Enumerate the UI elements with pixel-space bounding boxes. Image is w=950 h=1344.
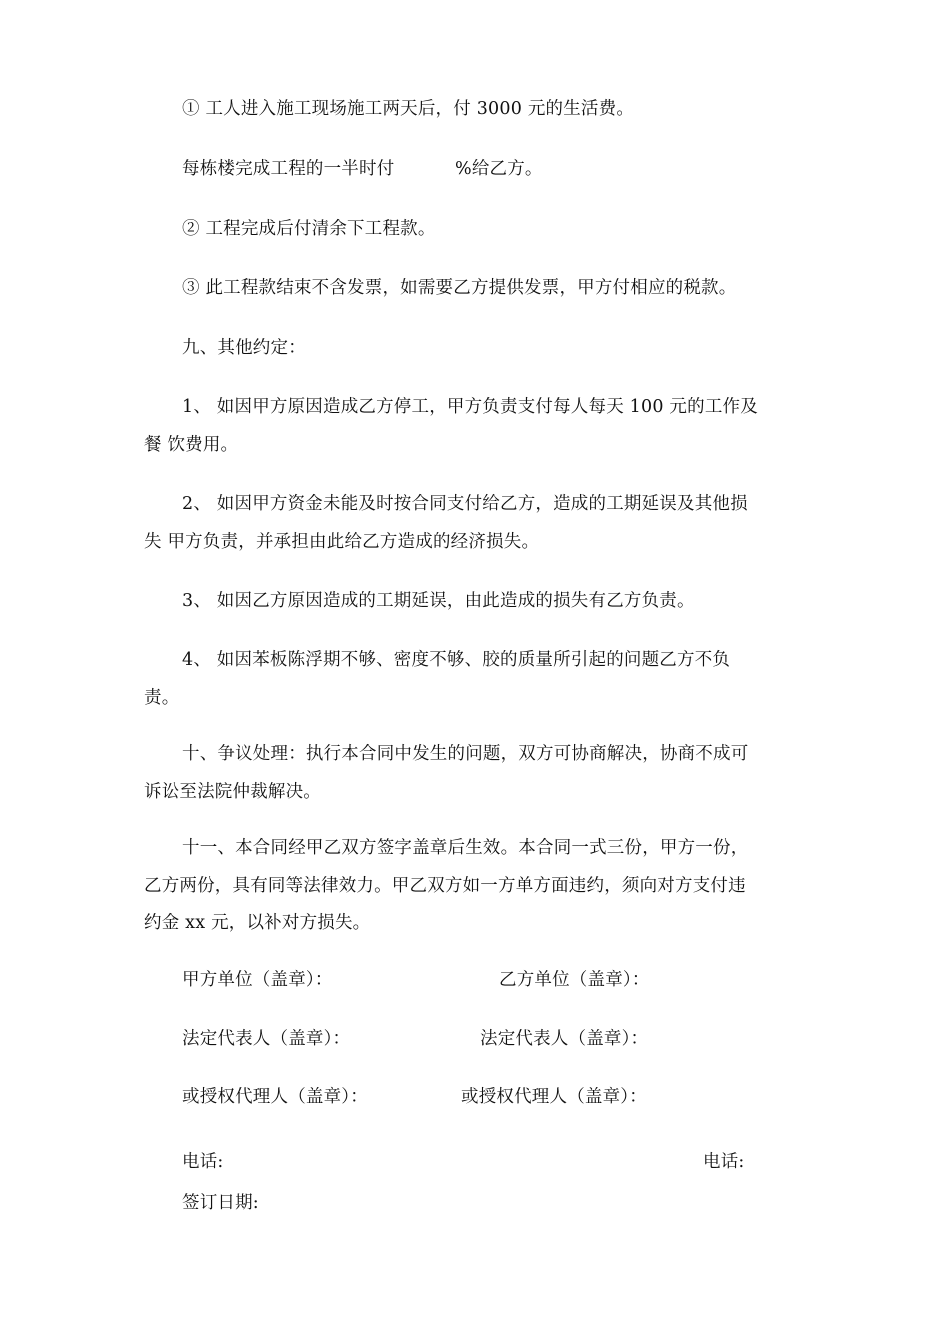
party-b-agent-label: 或授权代理人（盖章）：: [461, 1087, 647, 1107]
payment-item-3: ③ 此工程款结束不含发票，如需要乙方提供发票，甲方付相应的税款。: [182, 278, 737, 298]
section-10-line-2: 诉讼至法院仲裁解决。: [144, 782, 321, 802]
section-11-line-1: 十一、本合同经甲乙双方签字盖章后生效。本合同一式三份，甲方一份，: [182, 838, 749, 858]
party-b-unit-label: 乙方单位（盖章）：: [499, 970, 650, 990]
section-11-line-2: 乙方两份，具有同等法律效力。甲乙双方如一方单方面违约，须向对方支付违: [144, 876, 746, 896]
clause-3: 3、 如因乙方原因造成的工期延误，由此造成的损失有乙方负责。: [182, 591, 695, 611]
clause-4-line-1: 4、 如因苯板陈浮期不够、密度不够、胶的质量所引起的问题乙方不负: [182, 650, 731, 670]
section-10-line-1: 十、争议处理：执行本合同中发生的问题，双方可协商解决，协商不成可: [182, 744, 749, 764]
section-11-line-3: 约金 xx 元，以补对方损失。: [144, 913, 371, 933]
party-a-unit-label: 甲方单位（盖章）：: [182, 970, 333, 990]
clause-2-line-1: 2、 如因甲方资金未能及时按合同支付给乙方，造成的工期延误及其他损: [182, 494, 748, 514]
party-a-rep-label: 法定代表人（盖章）：: [182, 1029, 351, 1049]
section-9-heading: 九、其他约定：: [182, 338, 306, 358]
clause-2-line-2: 失 甲方负责，并承担由此给乙方造成的经济损失。: [144, 532, 540, 552]
party-b-phone-label: 电话:: [703, 1152, 745, 1172]
payment-half-percent: %给乙方。: [455, 159, 543, 179]
clause-1-line-1: 1、 如因甲方原因造成乙方停工，甲方负责支付每人每天 100 元的工作及: [182, 397, 758, 417]
party-b-rep-label: 法定代表人（盖章）：: [480, 1029, 649, 1049]
payment-half-text: 每栋楼完成工程的一半时付: [182, 159, 395, 179]
sign-date-label: 签订日期:: [182, 1193, 259, 1213]
clause-4-line-2: 责。: [144, 688, 180, 708]
party-a-agent-label: 或授权代理人（盖章）：: [182, 1087, 368, 1107]
clause-1-line-2: 餐 饮费用。: [144, 435, 239, 455]
payment-item-2: ② 工程完成后付清余下工程款。: [182, 219, 436, 239]
party-a-phone-label: 电话:: [182, 1152, 224, 1172]
payment-item-1: ① 工人进入施工现场施工两天后，付 3000 元的生活费。: [182, 99, 635, 119]
